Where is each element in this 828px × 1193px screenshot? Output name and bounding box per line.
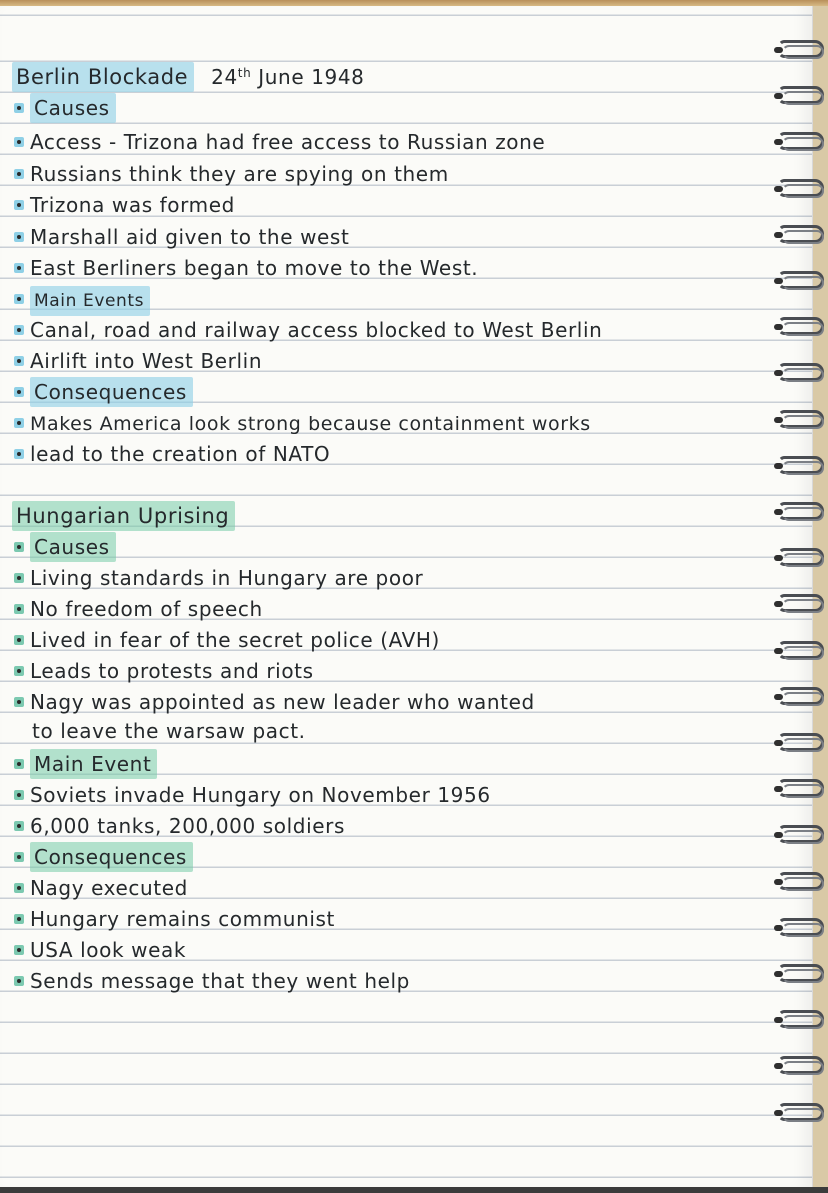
list-item [12,873,188,903]
bullet-icon [14,137,24,147]
list-item [12,439,330,469]
berlin-cause-5: East Berliners began to move to the West. [30,256,479,280]
spiral-coil [768,544,828,570]
hungary-cause-4: Leads to protests and riots [30,659,314,683]
list-item [12,811,345,841]
spiral-coil [768,729,828,755]
hungary-consequences-heading: Consequences [30,842,193,872]
bullet-icon [14,418,24,428]
bullet-icon [14,883,24,893]
list-item [12,594,263,624]
hungary-event-heading: Main Event [30,749,157,779]
list-item [12,563,423,593]
coil-ring-inner [782,45,824,59]
spiral-coil [768,637,828,663]
bullet-icon [14,697,24,707]
berlin-title-line [12,62,365,92]
spiral-coil [768,775,828,801]
spiral-coil [768,821,828,847]
hungary-consequence-3: USA look weak [30,938,187,962]
coil-ring-inner [782,415,824,429]
coil-ring-inner [782,184,824,198]
coil-ring-inner [782,461,824,475]
berlin-cause-1: Access - Trizona had free access to Russian zone [30,130,546,154]
bullet-icon [14,852,24,862]
berlin-consequences-heading: Consequences [30,377,193,407]
spiral-coil [768,683,828,709]
spiral-coil [768,590,828,616]
berlin-causes-heading-line [12,93,116,123]
bullet-icon [14,976,24,986]
bullet-icon [14,759,24,769]
bullet-icon [14,635,24,645]
hungary-consequence-2: Hungary remains communist [30,907,335,931]
spiral-coil [768,914,828,940]
bullet-icon [14,542,24,552]
spiral-coil [768,36,828,62]
coil-ring-inner [782,507,824,521]
berlin-date [211,62,364,92]
bullet-icon [14,169,24,179]
list-item [12,656,314,686]
coil-ring-inner [782,276,824,290]
spiral-coil [768,128,828,154]
coil-ring-inner [782,877,824,891]
bullet-icon [14,387,24,397]
hungary-causes-heading: Causes [30,532,116,562]
table-surface [0,0,828,6]
list-item [12,780,491,810]
bullet-icon [14,821,24,831]
berlin-consequence-1: Makes America look strong because containment works [30,413,591,435]
berlin-title: Berlin Blockade [12,62,194,92]
berlin-date-rest: June 1948 [258,65,365,89]
spiral-coil [768,359,828,385]
berlin-event-1: Canal, road and railway access blocked to West Berlin [30,318,603,342]
bullet-icon [14,103,24,113]
hungary-event-heading-line [12,749,157,779]
spiral-binding [768,36,828,1146]
coil-ring-inner [782,1061,824,1075]
bullet-icon [14,945,24,955]
spiral-coil [768,82,828,108]
list-item [12,687,535,717]
list-item [12,127,545,157]
spiral-coil [768,1052,828,1078]
coil-ring-inner [782,553,824,567]
coil-ring-inner [782,1015,824,1029]
berlin-cause-4: Marshall aid given to the west [30,225,350,249]
list-item [12,346,262,376]
hungary-cause-5-continuation: to leave the warsaw pact. [32,719,306,743]
coil-ring-inner [782,646,824,660]
bullet-icon [14,604,24,614]
coil-ring-inner [782,830,824,844]
hungary-event-1: Soviets invade Hungary on November 1956 [30,783,491,807]
coil-ring-inner [782,137,824,151]
spiral-coil [768,313,828,339]
spiral-coil [768,267,828,293]
coil-ring-inner [782,923,824,937]
berlin-events-heading: Main Events [30,286,150,316]
berlin-causes-heading: Causes [30,93,116,123]
bullet-icon [14,914,24,924]
berlin-consequences-heading-line [12,377,193,407]
list-item [12,315,602,345]
table-edge [0,1187,828,1193]
list-item [12,159,449,189]
berlin-events-heading-line [12,284,150,314]
bullet-icon [14,790,24,800]
coil-ring-inner [782,1108,824,1122]
spiral-coil [768,498,828,524]
hungary-title: Hungarian Uprising [12,501,235,531]
spiral-coil [768,221,828,247]
hungary-cause-5: Nagy was appointed as new leader who wanted [30,690,535,714]
spiral-coil [768,452,828,478]
bullet-icon [14,200,24,210]
coil-ring-inner [782,368,824,382]
hungary-cause-2: No freedom of speech [30,597,263,621]
list-item [12,408,591,438]
coil-ring-inner [782,599,824,613]
list-item-continuation [32,716,306,746]
bullet-icon [14,356,24,366]
berlin-date-sup: th [237,66,252,80]
bullet-icon [14,573,24,583]
hungary-consequences-heading-line [12,842,193,872]
spiral-coil [768,868,828,894]
list-item [12,904,335,934]
berlin-event-2: Airlift into West Berlin [30,349,263,373]
coil-ring-inner [782,91,824,105]
spiral-coil [768,1006,828,1032]
hungary-causes-heading-line [12,532,116,562]
bullet-icon [14,666,24,676]
coil-ring-inner [782,322,824,336]
berlin-cause-2: Russians think they are spying on them [30,162,449,186]
hungary-title-line [12,501,235,531]
list-item [12,935,186,965]
bullet-icon [14,263,24,273]
spiral-coil [768,175,828,201]
list-item [12,253,478,283]
coil-ring-inner [782,230,824,244]
hungary-cause-1: Living standards in Hungary are poor [30,566,424,590]
berlin-cause-3: Trizona was formed [30,193,235,217]
spiral-coil [768,406,828,432]
bullet-icon [14,449,24,459]
bullet-icon [14,232,24,242]
hungary-consequence-4: Sends message that they went help [30,969,410,993]
hungary-cause-3: Lived in fear of the secret police (AVH) [30,628,440,652]
coil-ring-inner [782,969,824,983]
hungary-event-2: 6,000 tanks, 200,000 soldiers [30,814,345,838]
spiral-coil [768,960,828,986]
coil-ring-inner [782,784,824,798]
coil-ring-inner [782,738,824,752]
coil-ring-inner [782,692,824,706]
bullet-icon [14,325,24,335]
list-item [12,625,440,655]
bullet-icon [14,294,24,304]
list-item [12,190,235,220]
list-item [12,966,410,996]
list-item [12,222,349,252]
berlin-date-day: 24 [211,65,238,89]
berlin-consequence-2: lead to the creation of NATO [30,442,331,466]
spiral-coil [768,1099,828,1125]
hungary-consequence-1: Nagy executed [30,876,188,900]
